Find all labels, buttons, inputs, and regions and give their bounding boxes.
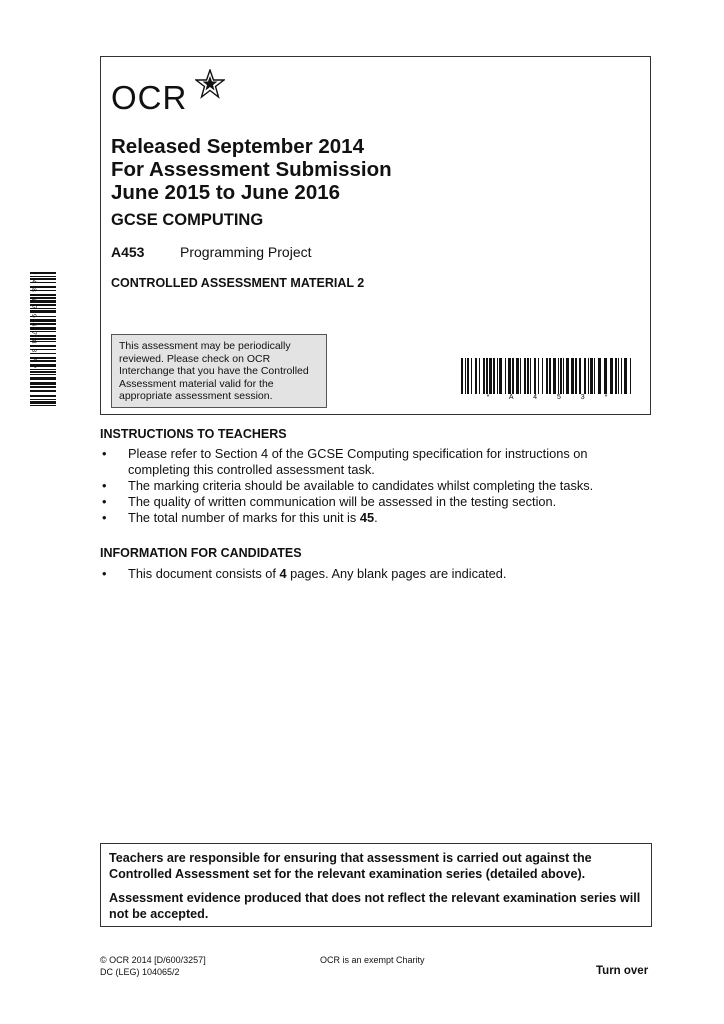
responsibility-text: Teachers are responsible for ensuring that assessment is carried out against the Controlled Assessment set for the relevant examination series (detailed above). — [109, 851, 592, 881]
unit-barcode — [461, 358, 633, 394]
material-label: CONTROLLED ASSESSMENT MATERIAL 2 — [111, 276, 365, 290]
title-line-3: June 2015 to June 2016 — [111, 181, 341, 204]
marks-suffix: . — [374, 510, 378, 525]
list-item: • The marking criteria should be available to candidates whilst completing the tasks. — [100, 478, 640, 494]
teachers-list — [100, 446, 640, 526]
pages-suffix: pages. Any blank pages are indicated. — [286, 566, 507, 581]
title-line-1: Released September 2014 — [111, 135, 364, 158]
pages-value: 4 — [279, 566, 287, 581]
unit-code: A453 — [111, 244, 145, 260]
list-item — [100, 510, 640, 526]
ocr-logo-text: OCR — [111, 79, 188, 116]
review-notice: This assessment may be periodically reviewed. Please check on OCR Interchange that you have the Controlled Assessment material valid for the appropriate assessment session. — [111, 334, 327, 408]
unit-title: Programming Project — [180, 244, 312, 260]
turn-over-label: Turn over — [596, 965, 649, 977]
side-barcode-digits: * 4 8 6 7 9 4 7 8 3 7 * — [30, 272, 37, 370]
responsibility-box — [100, 843, 652, 927]
star-icon — [195, 69, 225, 99]
document-code: DC (LEG) 104065/2 — [100, 967, 180, 977]
ocr-logo — [111, 75, 187, 121]
candidates-list — [100, 566, 640, 582]
title-line-2: For Assessment Submission — [111, 158, 392, 181]
cover-box — [100, 56, 651, 415]
list-item: • The quality of written communication will be assessed in the testing section. — [100, 494, 640, 510]
unit-barcode-digits: * A 4 5 3 * — [486, 394, 608, 401]
list-item: • Please refer to Section 4 of the GCSE Computing specification for instructions on completing this controlled assessment task. — [100, 446, 640, 478]
pages-prefix: This document consists of — [128, 566, 280, 581]
evidence-text: Assessment evidence produced that does not reflect the relevant examination series will not be accepted. — [109, 891, 641, 921]
subject-title: GCSE COMPUTING — [111, 211, 264, 229]
marks-value: 45 — [359, 510, 375, 525]
marks-prefix: The total number of marks for this unit is — [128, 510, 360, 525]
charity-notice: OCR is an exempt Charity — [320, 955, 425, 965]
candidates-heading: INFORMATION FOR CANDIDATES — [100, 546, 302, 560]
teachers-heading: INSTRUCTIONS TO TEACHERS — [100, 427, 287, 441]
list-item — [100, 566, 640, 582]
copyright-notice: © OCR 2014 [D/600/3257] — [100, 955, 206, 965]
